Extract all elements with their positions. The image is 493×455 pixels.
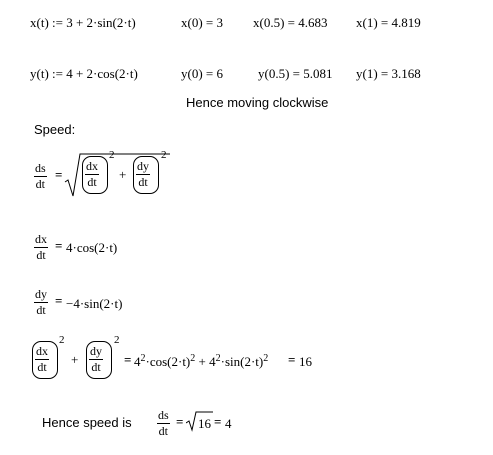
dy-dt-fraction — [136, 160, 150, 189]
ds-numerator: ds — [35, 161, 46, 175]
ds-numerator: ds — [158, 408, 169, 422]
equals-sign: = — [124, 352, 132, 367]
plus-sign: + — [119, 167, 127, 182]
equals-sign: = — [55, 167, 63, 182]
x-at-0.5: x(0.5) = 4.683 — [253, 15, 328, 30]
speed-result-label: Hence speed is — [42, 415, 132, 430]
equals-sign: = — [176, 414, 184, 429]
y-at-0: y(0) = 6 — [181, 66, 223, 81]
dy-dt-fraction — [89, 345, 103, 374]
y-at-0.5: y(0.5) = 5.081 — [258, 66, 333, 81]
exponent: 2 — [161, 149, 167, 161]
exponent: 2 — [59, 334, 65, 346]
equals-sign: = — [55, 238, 63, 253]
radicand: 16 — [198, 416, 211, 431]
dt-denominator: dt — [158, 424, 168, 438]
exponent: 2 — [140, 353, 146, 364]
x-definition: x(t) := 3 + 2·sin(2·t) — [30, 15, 136, 30]
dx-dt-fraction — [35, 345, 49, 374]
dy-dt-result: −4·sin(2·t) — [66, 296, 123, 311]
sum-expression — [134, 354, 268, 370]
plus-four: + 4 — [195, 354, 216, 369]
dx-numerator: dx — [35, 232, 47, 246]
dx-dt-result: 4·cos(2·t) — [66, 240, 118, 255]
exponent: 2 — [109, 149, 115, 161]
dx-dt-fraction — [34, 233, 48, 262]
ds-dt-fraction — [157, 409, 170, 438]
x-at-1: x(1) = 4.819 — [356, 15, 421, 30]
equals-sign: = — [55, 293, 63, 308]
exponent: 2 — [215, 353, 221, 364]
dx-numerator: dx — [36, 344, 48, 358]
dt-denominator: dt — [138, 175, 148, 189]
dy-numerator: dy — [90, 344, 102, 358]
dt-denominator: dt — [91, 360, 101, 374]
ds-dt-fraction — [34, 162, 47, 191]
dt-denominator: dt — [36, 248, 46, 262]
dy-numerator: dy — [35, 287, 47, 301]
dt-denominator: dt — [37, 360, 47, 374]
y-definition: y(t) := 4 + 2·cos(2·t) — [30, 66, 138, 81]
sum-result: 16 — [299, 354, 312, 369]
base-four: 4 — [134, 354, 141, 369]
direction-conclusion: Hence moving clockwise — [186, 95, 329, 110]
x-at-0: x(0) = 3 — [181, 15, 223, 30]
dx-numerator: dx — [86, 159, 98, 173]
dx-dt-fraction — [85, 160, 99, 189]
equals-sign: = — [214, 414, 222, 429]
cos-term: ·cos(2·t) — [145, 354, 191, 369]
dt-denominator: dt — [36, 303, 46, 317]
dy-dt-fraction — [34, 288, 48, 317]
dy-numerator: dy — [137, 159, 149, 173]
speed-value: 4 — [225, 416, 232, 431]
sin-term: ·sin(2·t) — [220, 354, 264, 369]
y-at-1: y(1) = 3.168 — [356, 66, 421, 81]
exponent: 2 — [114, 334, 120, 346]
equals-sign: = — [288, 352, 296, 367]
exponent: 2 — [263, 353, 269, 364]
plus-sign: + — [71, 352, 79, 367]
speed-heading: Speed: — [34, 122, 76, 137]
dt-denominator: dt — [35, 177, 45, 191]
dt-denominator: dt — [87, 175, 97, 189]
exponent: 2 — [190, 353, 196, 364]
